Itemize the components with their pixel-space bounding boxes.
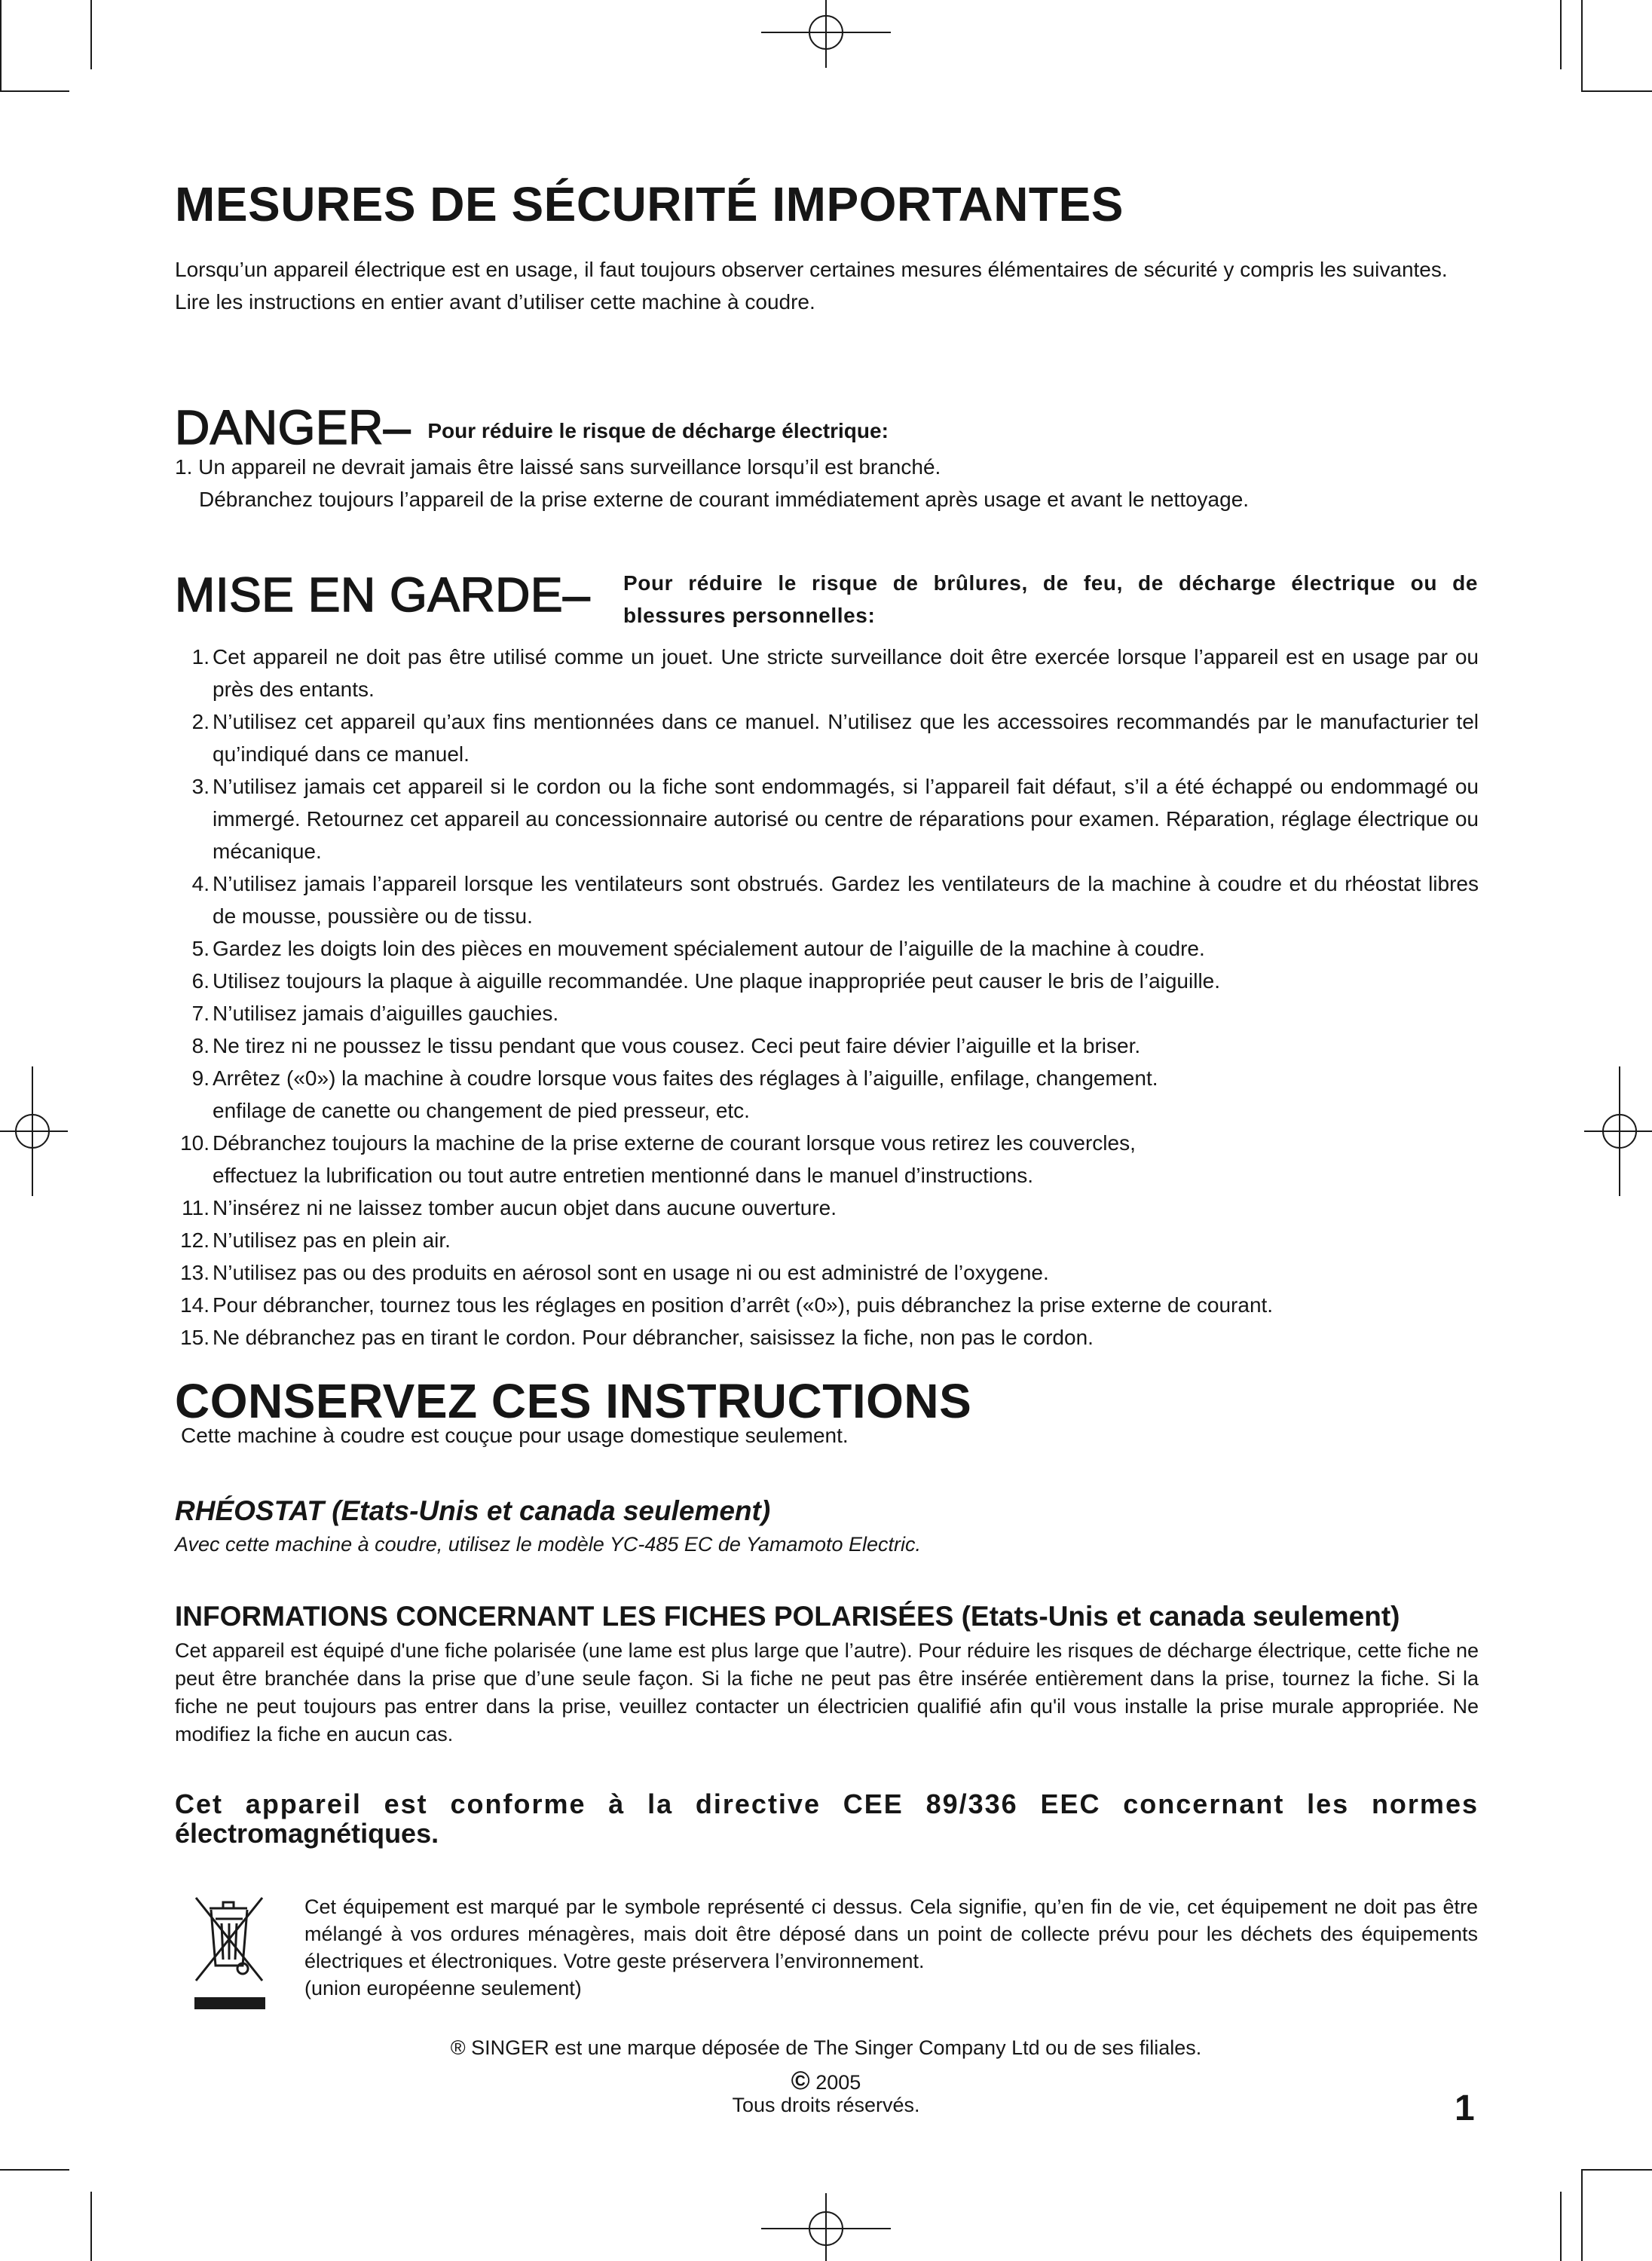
danger-heading: DANGER– (175, 400, 411, 454)
intro-line-1: Lorsqu’un appareil électrique est en usage, il faut toujours observer certaines mesures élémentaires de sécurité y compris les suivantes. (175, 258, 1448, 281)
list-item: 2. N’utilisez cet appareil qu’aux fins mentionnées dans ce manuel. N’utilisez que les accessoires recommandés par le manufacturier tel qu’indiqué dans ce manuel. (191, 710, 1479, 766)
weee-note: (union européenne seulement) (304, 1977, 582, 1999)
danger-item (175, 451, 1249, 516)
conformity-line-1: Cet appareil est conforme à la directive CEE 89/336 EEC concernant les normes (175, 1788, 1479, 1819)
crop-mark (0, 90, 69, 92)
page-number: 1 (1455, 2088, 1475, 2128)
crop-mark (1583, 2169, 1652, 2171)
trademark-notice: ® SINGER est une marque déposée de The Singer Company Ltd ou de ses filiales. (450, 2036, 1202, 2059)
crop-mark (90, 0, 92, 69)
intro-line-2: Lire les instructions en entier avant d’utiliser cette machine à coudre. (175, 290, 815, 314)
list-item: 8. Ne tirez ni ne poussez le tissu pendant que vous cousez. Ceci peut faire dévier l’aiguille et la briser. (191, 1034, 1141, 1057)
list-item: 3. N’utilisez jamais cet appareil si le cordon ou la fiche sont endommagés, si l’appareil fait défaut, s’il a été échappé ou endommagé ou immergé. Retournez cet appareil au concessionnaire autorisé ou centre de réparations pour examen. Réparation, réglage électrique ou mécanique. (191, 775, 1479, 863)
list-item: 14. Pour débrancher, tournez tous les réglages en position d’arrêt («0»), puis débranchez la prise externe de courant. (180, 1293, 1274, 1317)
crop-mark (1560, 2192, 1562, 2261)
conformity-line-2: électromagnétiques. (175, 1818, 439, 1849)
copyright-year: 2005 (815, 2071, 861, 2094)
copyright-icon: © (791, 2067, 810, 2095)
registration-mark-left (0, 1059, 68, 1204)
list-item: 10. Débranchez toujours la machine de la prise externe de courant lorsque vous retirez les couvercles, (180, 1131, 1136, 1155)
rheostat-text: Avec cette machine à coudre, utilisez le modèle YC-485 EC de Yamamoto Electric. (175, 1533, 921, 1556)
polarized-text: Cet appareil est équipé d'une fiche polarisée (une lame est plus large que l’autre). Pour réduire les risques de décharge électrique, cette fiche ne peut être branchée dans la prise que d’une seule façon. Si la fiche ne peut pas être insérée entièrement dans la prise, tournez la fiche. Si la fiche ne peut toujours pas entrer dans la prise, veuillez contacter un électricien qualifié afin qu'il vous installe la prise murale appropriée. Ne modifiez la fiche en aucun cas. (175, 1639, 1479, 1745)
crop-mark (1581, 0, 1583, 92)
conformity-statement (175, 1789, 1479, 1848)
list-item: 1. Cet appareil ne doit pas être utilisé comme un jouet. Une stricte surveillance doit être exercée lorsque l’appareil est en usage par ou près des entants. (191, 645, 1479, 701)
list-item: 7. N’utilisez jamais d’aiguilles gauchies. (191, 1002, 559, 1025)
crop-mark (0, 2169, 69, 2171)
conserve-heading: CONSERVEZ CES INSTRUCTIONS (175, 1374, 972, 1428)
danger-item-line-1: Un appareil ne devrait jamais être laissé sans surveillance lorsqu’il est branché. (198, 455, 941, 479)
registration-mark-top (754, 0, 898, 68)
weee-description: Cet équipement est marqué par le symbole représenté ci dessus. Cela signifie, qu’en fin de vie, cet équipement ne doit pas être mélangé à vos ordures ménagères, mais doit être déposé dans un point de collecte prévu pour les déchets des équipements électriques et électroniques. Votre geste préservera l’environnement. (304, 1895, 1478, 1972)
list-item: 15. Ne débranchez pas en tirant le cordon. Pour débrancher, saisissez la fiche, non pas le cordon. (180, 1326, 1094, 1349)
weee-text (304, 1893, 1478, 2002)
list-item: enfilage de canette ou changement de pied presseur, etc. (213, 1099, 750, 1122)
danger-subtitle: Pour réduire le risque de décharge électrique: (427, 419, 889, 442)
crop-mark (1583, 90, 1652, 92)
list-item: 6. Utilisez toujours la plaque à aiguille recommandée. Une plaque inappropriée peut causer le bris de l’aiguille. (191, 969, 1221, 993)
list-item: effectuez la lubrification ou tout autre entretien mentionné dans le manuel d’instructions. (213, 1164, 1034, 1187)
crop-mark (1581, 2169, 1583, 2261)
registration-mark-right (1584, 1059, 1652, 1204)
conserve-text: Cette machine à coudre est couçue pour usage domestique seulement. (181, 1424, 849, 1447)
crop-mark (90, 2192, 92, 2261)
list-item: 9. Arrêtez («0») la machine à coudre lorsque vous faites des réglages à l’aiguille, enfilage, changement. (191, 1066, 1158, 1090)
warning-subtitle: Pour réduire le risque de brûlures, de feu, de décharge électrique ou de blessures personnelles: (623, 571, 1478, 627)
warning-heading: MISE EN GARDE– (175, 568, 591, 622)
page-title: MESURES DE SÉCURITÉ IMPORTANTES (175, 177, 1124, 231)
danger-heading-row (175, 399, 889, 455)
copyright-line (0, 2068, 1652, 2095)
crossed-out-wheelie-bin-icon (193, 1893, 268, 2011)
warning-list (175, 641, 1479, 1354)
danger-item-line-2: Débranchez toujours l’appareil de la prise externe de courant immédiatement après usage et avant le nettoyage. (199, 488, 1250, 511)
registration-mark-bottom (754, 2193, 898, 2261)
rights-reserved: Tous droits réservés. (732, 2094, 920, 2116)
list-item: 13. N’utilisez pas ou des produits en aérosol sont en usage ni ou est administré de l’oxygene. (180, 1261, 1049, 1284)
danger-item-number: 1. (175, 455, 193, 479)
polarized-heading: INFORMATIONS CONCERNANT LES FICHES POLARISÉES (Etats-Unis et canada seulement) (175, 1601, 1400, 1632)
list-item: 12. N’utilisez pas en plein air. (180, 1228, 451, 1252)
list-item: 11. N’insérez ni ne laissez tomber aucun objet dans aucune ouverture. (182, 1196, 837, 1219)
crop-mark (0, 0, 2, 92)
list-item: 4. N’utilisez jamais l’appareil lorsque les ventilateurs sont obstrués. Gardez les ventilateurs de la machine à coudre et du rhéostat libres de mousse, poussière ou de tissu. (191, 872, 1479, 928)
list-item: 5. Gardez les doigts loin des pièces en mouvement spécialement autour de l’aiguille de la machine à coudre. (191, 937, 1205, 960)
intro-text (175, 253, 1479, 318)
crop-mark (1560, 0, 1562, 69)
rheostat-heading: RHÉOSTAT (Etats-Unis et canada seulement) (175, 1495, 771, 1526)
